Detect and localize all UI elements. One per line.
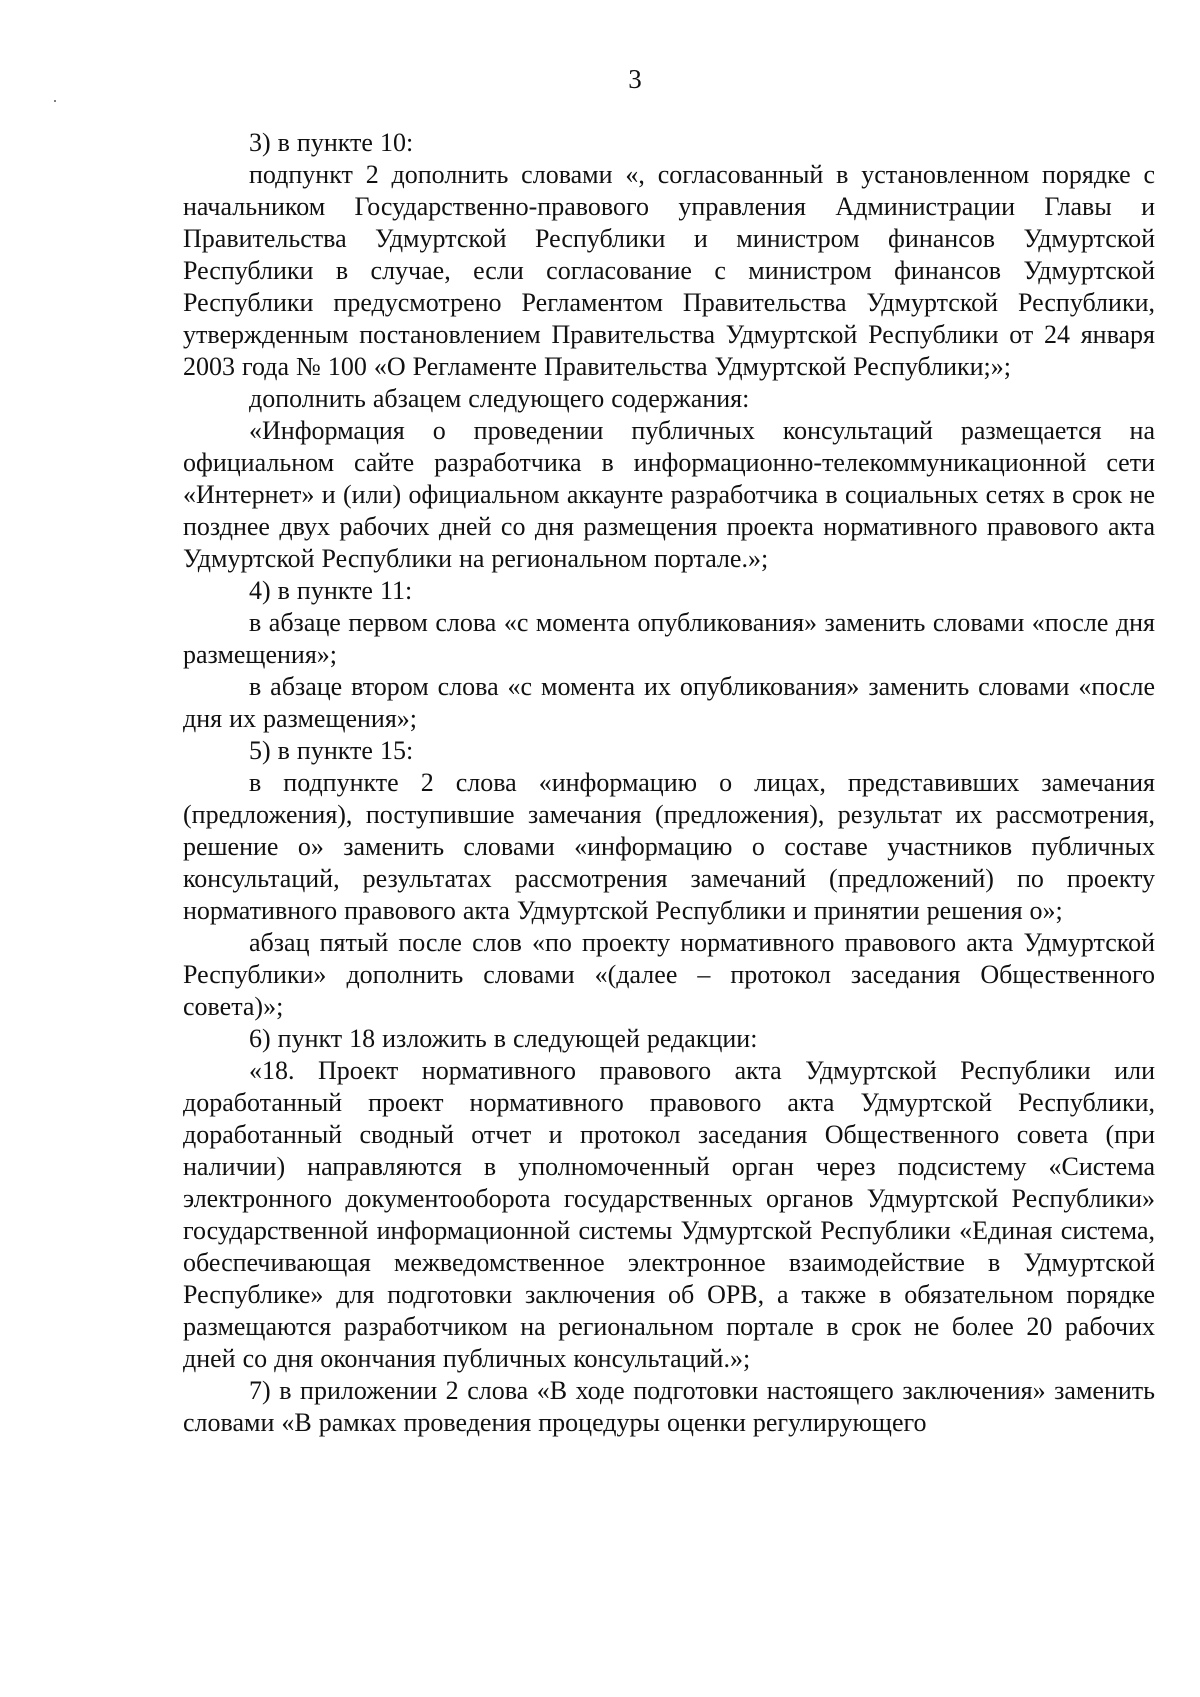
page-number: 3 xyxy=(628,64,642,94)
paragraph-item-6: 6) пункт 18 изложить в следующей редакции: xyxy=(249,1024,758,1053)
paragraph-subpoint-2-words: в подпункте 2 слова «информацию о лицах, представивших замечания (предложения), поступившие замечания (предложения), результат их рассмотрения, решение о» заменить словами «информацию о составе участников публичных консультаций, результатах рассмотрения замечаний (предложений) по проекту нормативного правового акта Удмуртской Республики и принятии решения о»; xyxy=(183,768,1155,925)
paragraph-add-clause: дополнить абзацем следующего содержания: xyxy=(249,384,750,413)
paragraph-item-5: 5) в пункте 15: xyxy=(249,736,414,765)
paragraph-point-18: «18. Проект нормативного правового акта Удмуртской Республики или доработанный проект нормативного правового акта Удмуртской Республики, доработанный сводный отчет и протокол заседания Общественного совета (при наличии) направляются в уполномоченный орган через подсистему «Система электронного документооборота государственных органов Удмуртской Республики» государственной информационной системы Удмуртской Республики «Единая система, обеспечивающая межведомственное электронное взаимодействие в Удмуртской Республике» для подготовки заключения об ОРВ, а также в обязательном порядке размещаются разработчиком на региональном портале в срок не более 20 рабочих дней со дня окончания публичных консультаций.»; xyxy=(183,1056,1155,1373)
document-body xyxy=(183,127,1155,1439)
scan-speck xyxy=(54,100,56,102)
paragraph-item-7: 7) в приложении 2 слова «В ходе подготовки настоящего заключения» заменить словами «В рамках проведения процедуры оценки регулирующего xyxy=(183,1376,1155,1437)
paragraph-first-clause: в абзаце первом слова «с момента опубликования» заменить словами «после дня размещения»; xyxy=(183,608,1155,669)
paragraph-item-3: 3) в пункте 10: xyxy=(249,128,414,157)
paragraph-info-consultations: «Информация о проведении публичных консультаций размещается на официальном сайте разработчика в информационно-телекоммуникационной сети «Интернет» и (или) официальном аккаунте разработчика в социальных сетях в срок не позднее двух рабочих дней со дня размещения проекта нормативного правового акта Удмуртской Республики на региональном портале.»; xyxy=(183,416,1155,573)
paragraph-fifth-clause: абзац пятый после слов «по проекту нормативного правового акта Удмуртской Республики» дополнить словами «(далее – протокол заседания Общественного совета)»; xyxy=(183,928,1155,1021)
paragraph-subpoint-2: подпункт 2 дополнить словами «, согласованный в установленном порядке с начальником Государственно-правового управления Администрации Главы и Правительства Удмуртской Республики и министром финансов Удмуртской Республики в случае, если согласование с министром финансов Удмуртской Республики предусмотрено Регламентом Правительства Удмуртской Республики, утвержденным постановлением Правительства Удмуртской Республики от 24 января 2003 года № 100 «О Регламенте Правительства Удмуртской Республики;»; xyxy=(183,160,1155,381)
paragraph-item-4: 4) в пункте 11: xyxy=(249,576,413,605)
paragraph-second-clause: в абзаце втором слова «с момента их опубликования» заменить словами «после дня их размещения»; xyxy=(183,672,1155,733)
